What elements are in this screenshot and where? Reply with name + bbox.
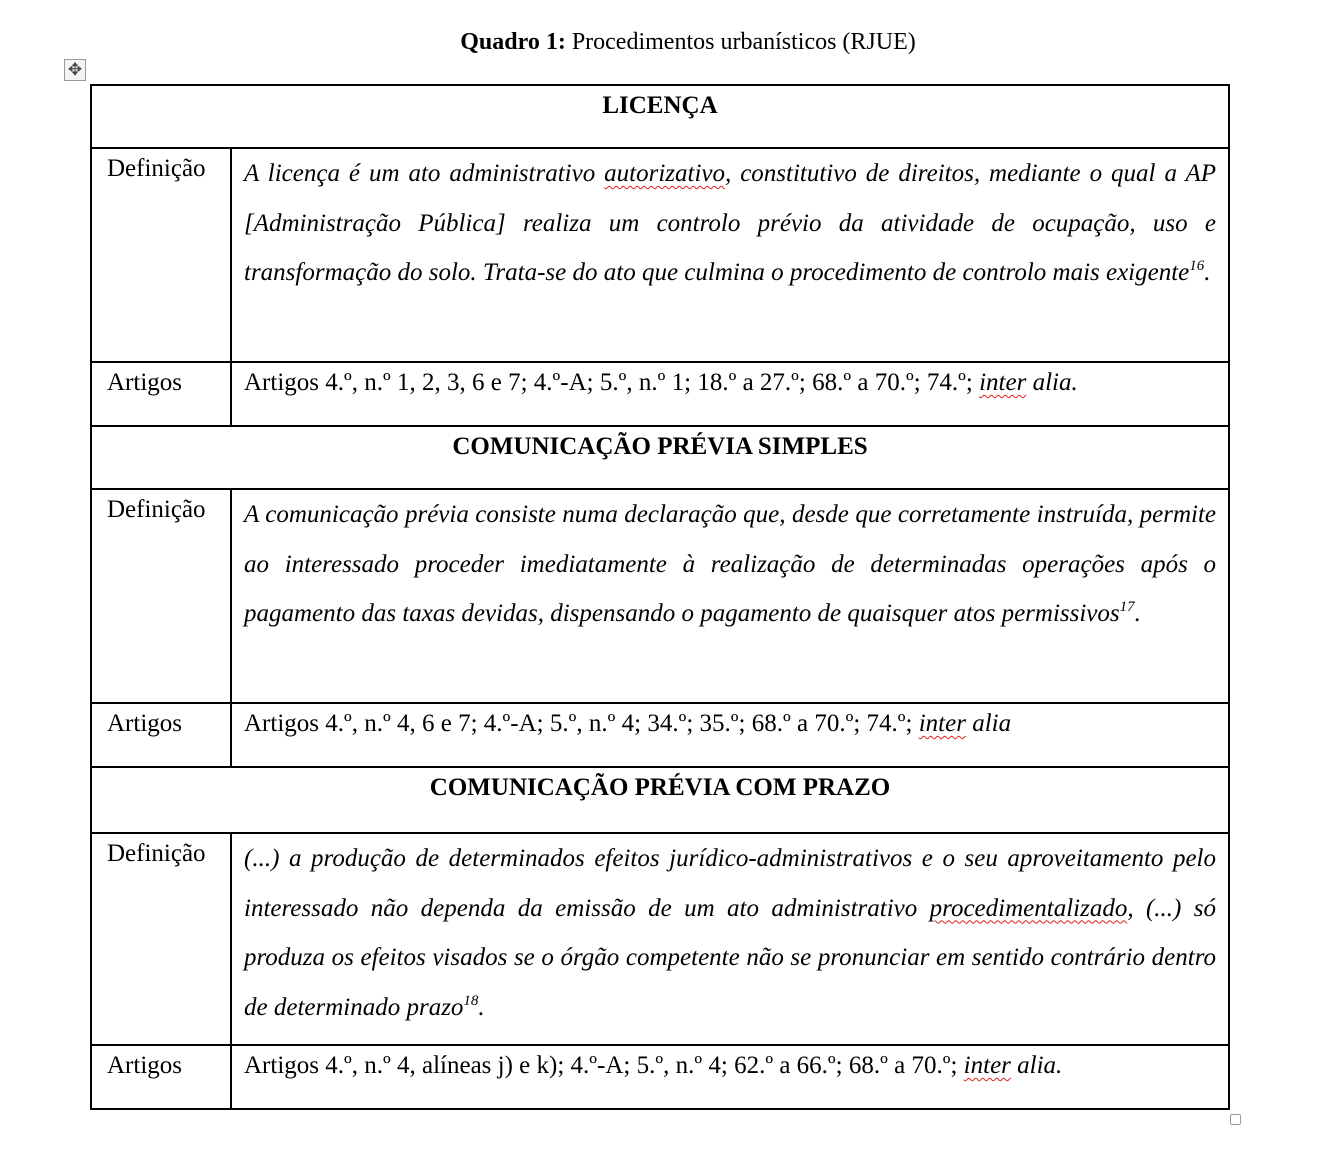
spellcheck-flagged-word[interactable]: inter bbox=[918, 710, 966, 737]
section-heading: COMUNICAÇÃO PRÉVIA COM PRAZO bbox=[91, 767, 1229, 833]
definition-text bbox=[231, 148, 1229, 362]
articles-text-part: Artigos 4.º, n.º 4, alíneas j) e k); 4.º-A; 5.º, n.º 4; 62.º a 66.º; 68.º a 70.º; bbox=[244, 1052, 964, 1079]
section-heading-row bbox=[91, 426, 1229, 489]
articles-label: Artigos bbox=[91, 1045, 231, 1109]
articles-text bbox=[231, 703, 1229, 767]
definition-label: Definição bbox=[91, 489, 231, 703]
resize-square-icon[interactable] bbox=[1230, 1114, 1241, 1125]
caption-title: Procedimentos urbanísticos (RJUE) bbox=[571, 29, 916, 55]
articles-tail: alia. bbox=[1026, 369, 1078, 396]
definition-text-part: , (...) só produza os efeitos visados se o órgão competente não se pronunciar em sentido contrário dentro de determinado prazo bbox=[244, 894, 1216, 1021]
articles-row bbox=[91, 1045, 1229, 1109]
section-heading-row bbox=[91, 85, 1229, 148]
footnote-ref[interactable]: 17 bbox=[1119, 599, 1135, 615]
articles-text bbox=[231, 362, 1229, 426]
section-heading: LICENÇA bbox=[91, 85, 1229, 148]
table-caption bbox=[0, 26, 1328, 58]
definition-row bbox=[91, 148, 1229, 362]
definition-label: Definição bbox=[91, 148, 231, 362]
articles-tail: alia bbox=[965, 710, 1012, 737]
definition-label: Definição bbox=[91, 833, 231, 1045]
spellcheck-flagged-word[interactable]: inter bbox=[979, 369, 1027, 396]
definition-row bbox=[91, 489, 1229, 703]
articles-text-part: Artigos 4.º, n.º 1, 2, 3, 6 e 7; 4.º-A; 5.º, n.º 1; 18.º a 27.º; 68.º a 70.º; 74.º; bbox=[244, 369, 980, 396]
definition-text-end: . bbox=[478, 993, 485, 1021]
articles-row bbox=[91, 362, 1229, 426]
definition-text-part: (...) a produção de determinados efeitos jurídico-administrativos e o seu aproveitamento pelo interessado não dependa da emissão de um ato administrativo bbox=[244, 845, 1216, 922]
section-heading: COMUNICAÇÃO PRÉVIA SIMPLES bbox=[91, 426, 1229, 489]
spellcheck-flagged-word[interactable]: autorizativo bbox=[604, 160, 725, 187]
articles-text bbox=[231, 1045, 1229, 1109]
procedures-table bbox=[90, 84, 1230, 1110]
articles-row bbox=[91, 703, 1229, 767]
spellcheck-flagged-word[interactable]: inter bbox=[963, 1052, 1011, 1079]
definition-text-end: . bbox=[1134, 600, 1141, 627]
definition-text-end: . bbox=[1204, 259, 1211, 286]
caption-label: Quadro 1: bbox=[460, 29, 566, 55]
spellcheck-flagged-word[interactable]: procedimentalizado bbox=[929, 894, 1128, 922]
definition-text-part: A comunicação prévia consiste numa declaração que, desde que corretamente instruída, permite ao interessado proceder imediatamente à realização de determinadas operações após o pagamento das taxas devidas, dispensando o pagamento de quaisquer atos permissivos bbox=[244, 501, 1216, 627]
section-heading-row bbox=[91, 767, 1229, 833]
footnote-ref[interactable]: 16 bbox=[1189, 258, 1205, 274]
definition-text-part: , constitutivo de direitos, mediante o qual a AP [Administração Pública] realiza um controlo prévio da atividade de ocupação, uso e transformação do solo. Trata-se do ato que culmina o procedimento de controlo mais exigente bbox=[244, 160, 1217, 286]
articles-tail: alia. bbox=[1010, 1052, 1063, 1079]
articles-label: Artigos bbox=[91, 362, 231, 426]
definition-row bbox=[91, 833, 1229, 1045]
articles-text-part: Artigos 4.º, n.º 4, 6 e 7; 4.º-A; 5.º, n.º 4; 34.º; 35.º; 68.º a 70.º; 74.º; bbox=[244, 710, 919, 737]
definition-text-part: A licença é um ato administrativo bbox=[244, 160, 605, 187]
move-arrows-icon[interactable]: ✥ bbox=[64, 59, 86, 81]
footnote-ref[interactable]: 18 bbox=[463, 992, 479, 1009]
definition-text bbox=[231, 489, 1229, 703]
definition-text bbox=[231, 833, 1229, 1045]
articles-label: Artigos bbox=[91, 703, 231, 767]
